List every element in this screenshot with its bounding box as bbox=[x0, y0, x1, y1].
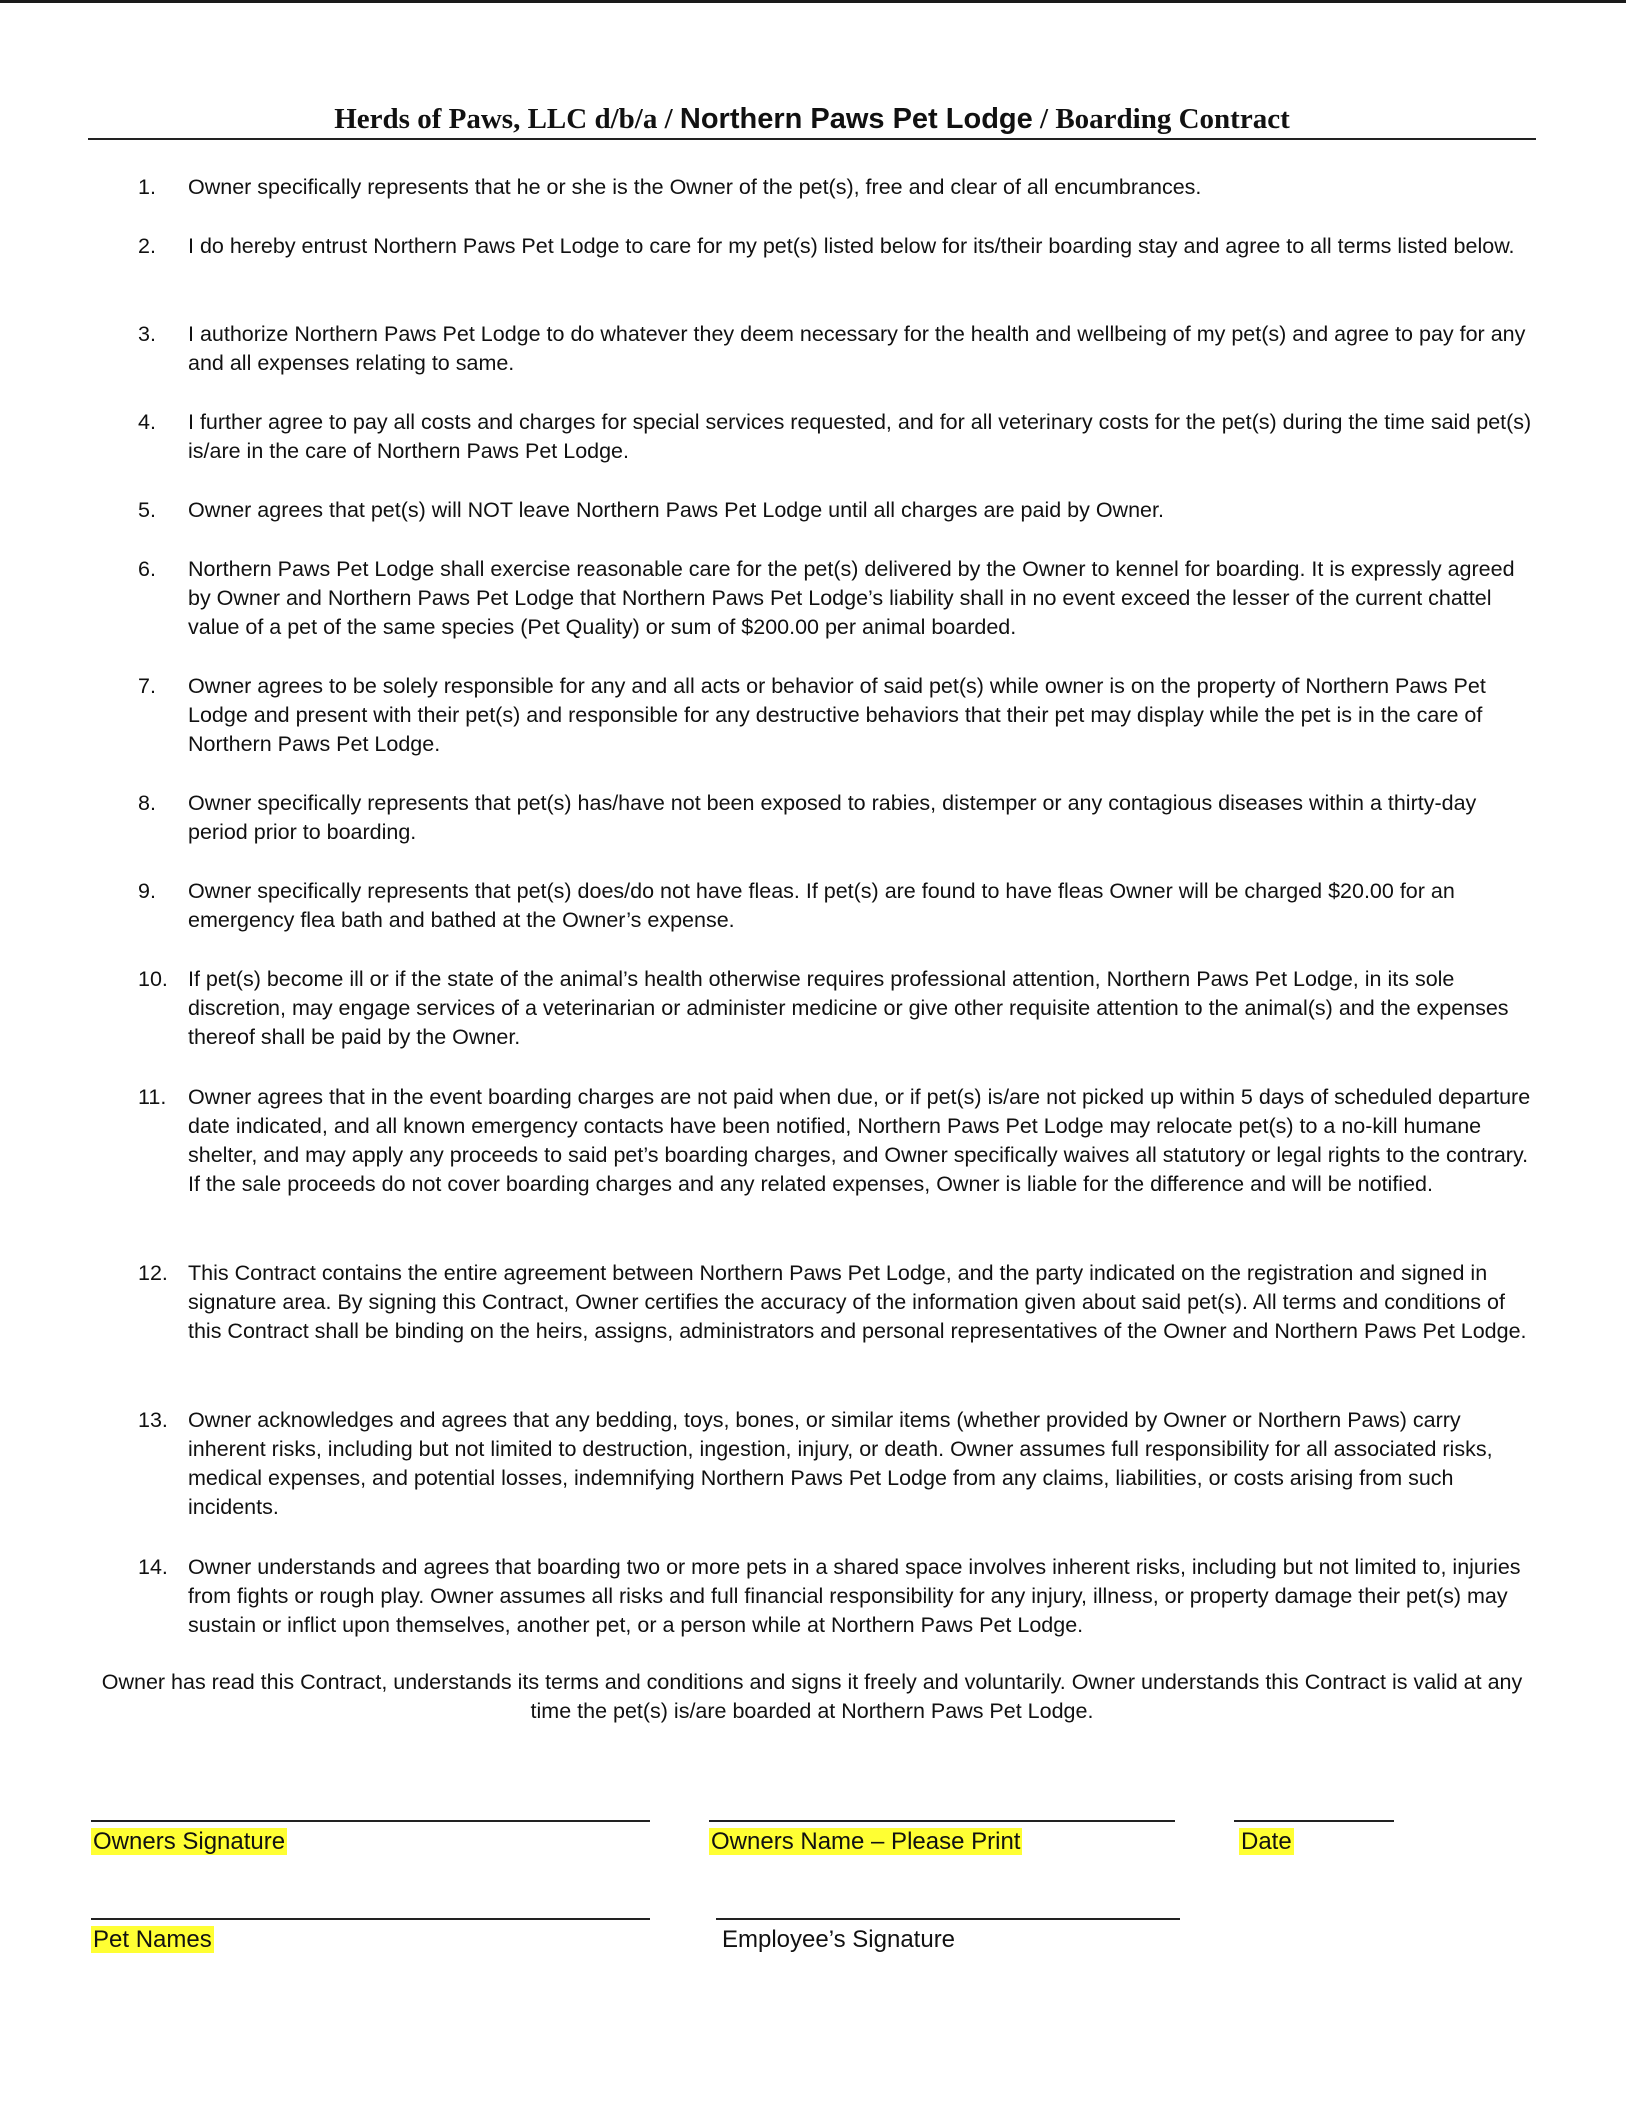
clause-text: Owner specifically represents that pet(s) does/do not have fleas. If pet(s) are found to have fleas Owner will be charged $20.00 for an emergency flea bath and bathed at the Owner’s expense. bbox=[188, 879, 1455, 932]
owner-signature-line[interactable] bbox=[91, 1820, 650, 1822]
title-underline bbox=[88, 138, 1536, 140]
clause-number: 12. bbox=[138, 1261, 168, 1285]
title-company: Herds of Paws, LLC d/b/a / bbox=[334, 103, 680, 135]
employee-signature-label: Employee’s Signature bbox=[722, 1926, 956, 1953]
clause-number: 13. bbox=[138, 1408, 168, 1432]
clause-11 bbox=[138, 1083, 1540, 1199]
clause-text: Owner agrees that pet(s) will NOT leave Northern Paws Pet Lodge until all charges are paid by Owner. bbox=[188, 498, 1164, 522]
clause-text: I do hereby entrust Northern Paws Pet Lodge to care for my pet(s) listed below for its/their boarding stay and agree to all terms listed below. bbox=[188, 234, 1515, 258]
clause-text: Owner specifically represents that he or she is the Owner of the pet(s), free and clear of all encumbrances. bbox=[188, 175, 1202, 199]
clause-number: 7. bbox=[138, 674, 156, 698]
clause-text: Owner understands and agrees that boarding two or more pets in a shared space involves inherent risks, including but not limited to, injuries from fights or rough play. Owner assumes all risks and full financial responsibility for any injury, illness, or property damage their pet(s) may sustain or inflict upon themselves, another pet, or a person while at Northern Paws Pet Lodge. bbox=[188, 1555, 1521, 1637]
clause-number: 4. bbox=[138, 410, 156, 434]
clause-text: Northern Paws Pet Lodge shall exercise reasonable care for the pet(s) delivered by the Owner to kennel for boarding. It is expressly agreed by Owner and Northern Paws Pet Lodge that Northern Paws Pet Lodge’s liability shall in no event exceed the lesser of the current chattel value of a pet of the same species (Pet Quality) or sum of $200.00 per animal boarded. bbox=[188, 557, 1515, 639]
date-line[interactable] bbox=[1234, 1820, 1394, 1822]
clause-text: Owner acknowledges and agrees that any bedding, toys, bones, or similar items (whether provided by Owner or Northern Paws) carry inherent risks, including but not limited to destruction, ingestion, injury, or death. Owner assumes full responsibility for all associated risks, medical expenses, and potential losses, indemnifying Northern Paws Pet Lodge from any claims, liabilities, or costs arising from such incidents. bbox=[188, 1408, 1493, 1519]
clause-6 bbox=[138, 555, 1540, 642]
clause-text: I authorize Northern Paws Pet Lodge to do whatever they deem necessary for the health and wellbeing of my pet(s) and agree to pay for any and all expenses relating to same. bbox=[188, 322, 1526, 375]
closing-statement: Owner has read this Contract, understands its terms and conditions and signs it freely and voluntarily. Owner understands this Contract is valid at any time the pet(s) is/are boarded at Northern Paws Pet Lodge. bbox=[101, 1670, 1523, 1723]
owner-signature-label bbox=[91, 1826, 287, 1857]
date-label-text: Date bbox=[1241, 1828, 1292, 1855]
owner-name-line[interactable] bbox=[709, 1820, 1175, 1822]
clause-2 bbox=[138, 232, 1540, 261]
pet-names-label bbox=[91, 1924, 214, 1955]
clause-3 bbox=[138, 320, 1540, 378]
clause-number: 1. bbox=[138, 175, 156, 199]
employee-signature-line[interactable] bbox=[716, 1918, 1180, 1920]
clause-text: This Contract contains the entire agreement between Northern Paws Pet Lodge, and the party indicated on the registration and signed in signature area. By signing this Contract, Owner certifies the accuracy of the information given about said pet(s). All terms and conditions of this Contract shall be binding on the heirs, assigns, administrators and personal representatives of the Owner and Northern Paws Pet Lodge. bbox=[188, 1261, 1527, 1343]
clause-number: 6. bbox=[138, 557, 156, 581]
clause-9 bbox=[138, 877, 1540, 935]
clause-14 bbox=[138, 1553, 1540, 1640]
clause-4 bbox=[138, 408, 1540, 466]
title-lodge-name: Northern Paws Pet Lodge bbox=[679, 103, 1033, 135]
clause-number: 3. bbox=[138, 322, 156, 346]
owner-name-label bbox=[709, 1826, 1022, 1857]
clause-5 bbox=[138, 496, 1540, 525]
clause-text: I further agree to pay all costs and charges for special services requested, and for all veterinary costs for the pet(s) during the time said pet(s) is/are in the care of Northern Paws Pet Lodge. bbox=[188, 410, 1532, 463]
clause-number: 9. bbox=[138, 879, 156, 903]
clause-number: 14. bbox=[138, 1555, 168, 1579]
clause-1 bbox=[138, 173, 1540, 202]
contract-title bbox=[88, 100, 1536, 138]
title-contract-type: / Boarding Contract bbox=[1032, 103, 1290, 135]
clause-10 bbox=[138, 965, 1540, 1052]
pet-names-label-text: Pet Names bbox=[93, 1926, 212, 1953]
clause-7 bbox=[138, 672, 1540, 759]
clause-12 bbox=[138, 1259, 1540, 1346]
clause-number: 11. bbox=[138, 1085, 167, 1109]
clause-text: Owner specifically represents that pet(s) has/have not been exposed to rabies, distemper or any contagious diseases within a thirty-day period prior to boarding. bbox=[188, 791, 1477, 844]
owner-name-label-text: Owners Name – Please Print bbox=[711, 1828, 1021, 1855]
clause-text: Owner agrees that in the event boarding charges are not paid when due, or if pet(s) is/are not picked up within 5 days of scheduled departure date indicated, and all known emergency contacts have been notified, Northern Paws Pet Lodge may relocate pet(s) to a no-kill humane shelter, and may apply any proceeds to said pet’s boarding charges, and Owner specifically waives all statutory or legal rights to the contrary. If the sale proceeds do not cover boarding charges and any related expenses, Owner is liable for the difference and will be notified. bbox=[188, 1085, 1531, 1196]
clause-13 bbox=[138, 1406, 1540, 1522]
date-label bbox=[1239, 1826, 1294, 1857]
clause-8 bbox=[138, 789, 1540, 847]
clause-text: If pet(s) become ill or if the state of the animal’s health otherwise requires professional attention, Northern Paws Pet Lodge, in its sole discretion, may engage services of a veterinarian or administer medicine or give other requisite attention to the animal(s) and the expenses thereof shall be paid by the Owner. bbox=[188, 967, 1509, 1049]
clause-number: 2. bbox=[138, 234, 156, 258]
pet-names-line[interactable] bbox=[91, 1918, 650, 1920]
clause-number: 8. bbox=[138, 791, 156, 815]
clause-text: Owner agrees to be solely responsible for any and all acts or behavior of said pet(s) while owner is on the property of Northern Paws Pet Lodge and present with their pet(s) and responsible for any destructive behaviors that their pet may display while the pet is in the care of Northern Paws Pet Lodge. bbox=[188, 674, 1486, 756]
clause-number: 5. bbox=[138, 498, 156, 522]
clause-number: 10. bbox=[138, 967, 168, 991]
owner-signature-label-text: Owners Signature bbox=[93, 1828, 286, 1855]
